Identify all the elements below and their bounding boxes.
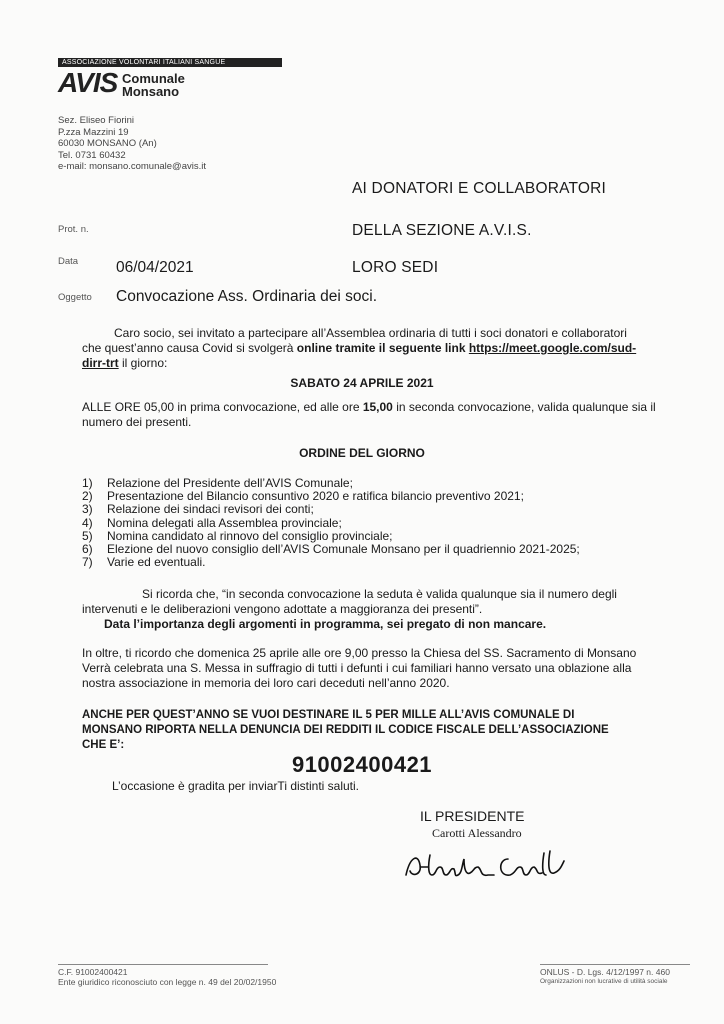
footer-left [58, 967, 276, 987]
address-line: P.zza Mazzini 19 [58, 126, 129, 138]
intro-line-1: Caro socio, sei invitato a partecipare all’Assemblea ordinaria di tutti i soci donatori e collaboratori [114, 326, 627, 340]
data-label: Data [58, 256, 79, 267]
signature-title: IL PRESIDENTE [420, 808, 525, 824]
agenda-num: 1) [82, 476, 93, 490]
times-paragraph [82, 400, 682, 430]
agenda-num: 5) [82, 528, 93, 543]
intro-line-2 [82, 341, 682, 356]
closing-line: L’occasione è gradita per inviarTi distinti saluti. [112, 779, 360, 793]
agenda-num: 3) [82, 502, 93, 517]
footer-right-divider [540, 964, 690, 965]
mass-line-3: nostra associazione in memoria dei loro cari deceduti nell’anno 2020. [82, 676, 450, 690]
address-line: 60030 MONSANO (An) [58, 138, 157, 149]
mass-line-1: In oltre, ti ricordo che domenica 25 aprile alle ore 9,00 presso la Chiesa del SS. Sacramento di Monsano [82, 646, 637, 660]
agenda-item [82, 517, 580, 530]
agenda-num: 6) [82, 542, 93, 557]
agenda-list [82, 477, 580, 569]
permille-paragraph [82, 708, 642, 753]
footer-legal-recognition: Ente giuridico riconosciuto con legge n. 49 del 20/02/1950 [58, 977, 277, 987]
permille-line-3: CHE E’: [82, 739, 125, 751]
logo-sub-comunale: Comunale [122, 71, 185, 86]
times-line-2: numero dei presenti. [82, 415, 192, 429]
mass-paragraph [82, 646, 702, 691]
signature-name: Carotti Alessandro [432, 826, 522, 840]
agenda-text: Relazione dei sindaci revisori dei conti; [107, 502, 314, 517]
address-line: Tel. 0731 60432 [58, 149, 126, 161]
agenda-item [82, 556, 580, 569]
sender-address [58, 115, 206, 173]
handwritten-signature [398, 845, 578, 885]
intro-paragraph [82, 326, 682, 371]
fiscal-code: 91002400421 [291, 752, 433, 777]
times-text-2: in seconda convocazione, valida qualunque sia il [392, 400, 656, 414]
footer-right [540, 967, 670, 987]
times-bold: 15,00 [362, 400, 393, 414]
logo-sub-monsano: Monsano [122, 84, 180, 99]
oggetto-label: Oggetto [58, 292, 92, 303]
intro-line-3 [82, 356, 682, 371]
footer-nonprofit: Organizzazioni non lucrative di utilità sociale [540, 978, 668, 985]
reminder-line-3: Data l’importanza degli argomenti in programma, sei pregato di non mancare. [104, 617, 547, 631]
agenda-text: Nomina candidato al rinnovo del consiglio provinciale; [107, 528, 393, 543]
agenda-item [82, 503, 580, 516]
association-bar: ASSOCIAZIONE VOLONTARI ITALIANI SANGUE [58, 58, 282, 67]
intro-text: che quest’anno causa Covid si svolgerà [82, 341, 297, 355]
times-text: ALLE ORE 05,00 in prima convocazione, ed alle ore [82, 400, 363, 414]
meet-link-cont[interactable]: dirr-trt [82, 356, 119, 370]
recipient-line-3: LORO SEDI [352, 259, 439, 276]
agenda-num: 7) [82, 555, 93, 570]
reminder-line-1: Si ricorda che, “in seconda convocazione la seduta è valida qualunque sia il numero degli [142, 587, 617, 601]
agenda-num: 4) [82, 515, 93, 530]
times-line-1 [82, 400, 682, 415]
intro-bold: online tramite il seguente link [296, 341, 469, 355]
recipient-line-1: AI DONATORI E COLLABORATORI [352, 180, 607, 197]
agenda-text: Nomina delegati alla Assemblea provinciale; [107, 515, 342, 530]
subject: Convocazione Ass. Ordinaria dei soci. [116, 288, 378, 305]
prot-label: Prot. n. [58, 224, 89, 235]
footer-onlus: ONLUS - D. Lgs. 4/12/1997 n. 460 [540, 967, 670, 977]
avis-logo: AVIS [58, 67, 118, 98]
meet-link[interactable]: https://meet.google.com/sud- [468, 341, 637, 355]
footer-left-divider [58, 964, 268, 965]
address-line: e-mail: monsano.comunale@avis.it [58, 161, 206, 172]
logo-subtitle [122, 72, 185, 98]
reminder-paragraph [82, 587, 682, 632]
recipient-line-2: DELLA SEZIONE A.V.I.S. [352, 222, 532, 239]
mass-line-2: Verrà celebrata una S. Messa in suffragio di tutti i defunti i cui familiari hanno versato una oblazione alla [82, 661, 632, 675]
intro-end: il giorno: [118, 356, 168, 370]
permille-line-1: ANCHE PER QUEST’ANNO SE VUOI DESTINARE IL 5 PER MILLE ALL’AVIS COMUNALE DI [82, 709, 575, 721]
agenda-text: Elezione del nuovo consiglio dell’AVIS Comunale Monsano per il quadriennio 2021-2025; [107, 542, 580, 557]
agenda-num: 2) [82, 489, 93, 504]
footer-fiscal-code: C.F. 91002400421 [58, 967, 128, 977]
meeting-date-heading: SABATO 24 APRILE 2021 [290, 376, 434, 390]
letter-date: 06/04/2021 [116, 259, 194, 276]
agenda-title: ORDINE DEL GIORNO [299, 446, 425, 460]
agenda-text: Presentazione del Bilancio consuntivo 2020 e ratifica bilancio preventivo 2021; [107, 489, 524, 504]
agenda-text: Relazione del Presidente dell’AVIS Comunale; [107, 476, 353, 490]
reminder-line-2: intervenuti e le deliberazioni vengono adottate a maggioranza dei presenti”. [82, 602, 483, 616]
agenda-text: Varie ed eventuali. [107, 555, 206, 570]
address-line: Sez. Eliseo Fiorini [58, 115, 135, 126]
permille-line-2: MONSANO RIPORTA NELLA DENUNCIA DEI REDDITI IL CODICE FISCALE DELL’ASSOCIAZIONE [82, 724, 609, 736]
